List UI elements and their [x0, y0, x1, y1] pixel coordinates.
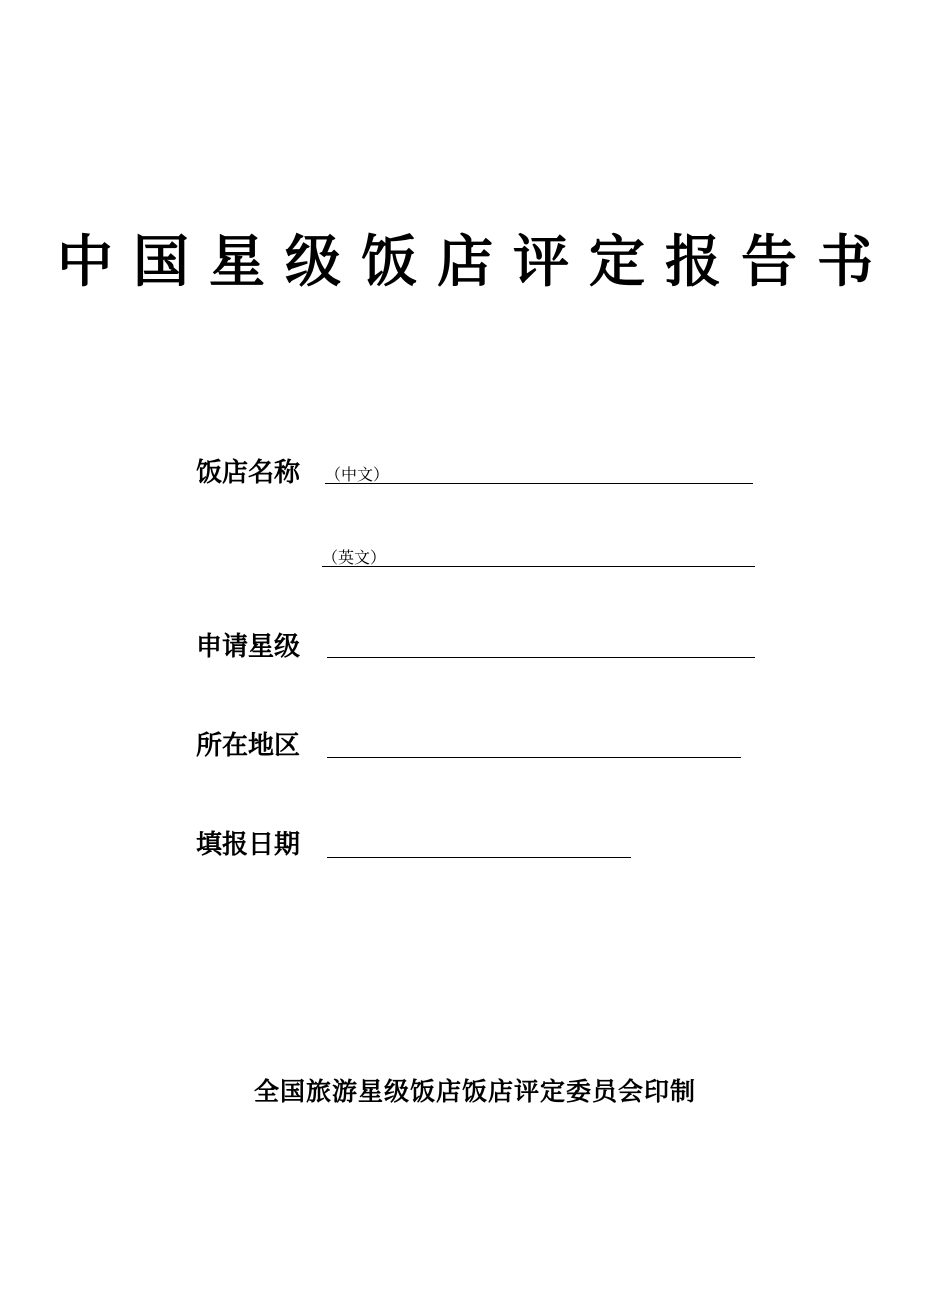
region-label: 所在地区	[196, 731, 301, 761]
hotel-name-english-hint: （英文）	[322, 548, 387, 567]
hotel-name-chinese-line[interactable]	[325, 483, 753, 484]
page-title: 中国星级饭店评定报告书	[57, 229, 893, 295]
date-label: 填报日期	[196, 830, 301, 860]
star-level-line[interactable]	[327, 657, 755, 658]
hotel-name-english-line[interactable]	[322, 566, 755, 567]
star-level-label: 申请星级	[196, 632, 301, 662]
region-line[interactable]	[327, 757, 741, 758]
footer-publisher: 全国旅游星级饭店饭店评定委员会印制	[253, 1077, 696, 1106]
hotel-name-chinese-hint: （中文）	[325, 465, 390, 484]
hotel-name-label: 饭店名称	[196, 458, 301, 488]
date-line[interactable]	[327, 857, 631, 858]
